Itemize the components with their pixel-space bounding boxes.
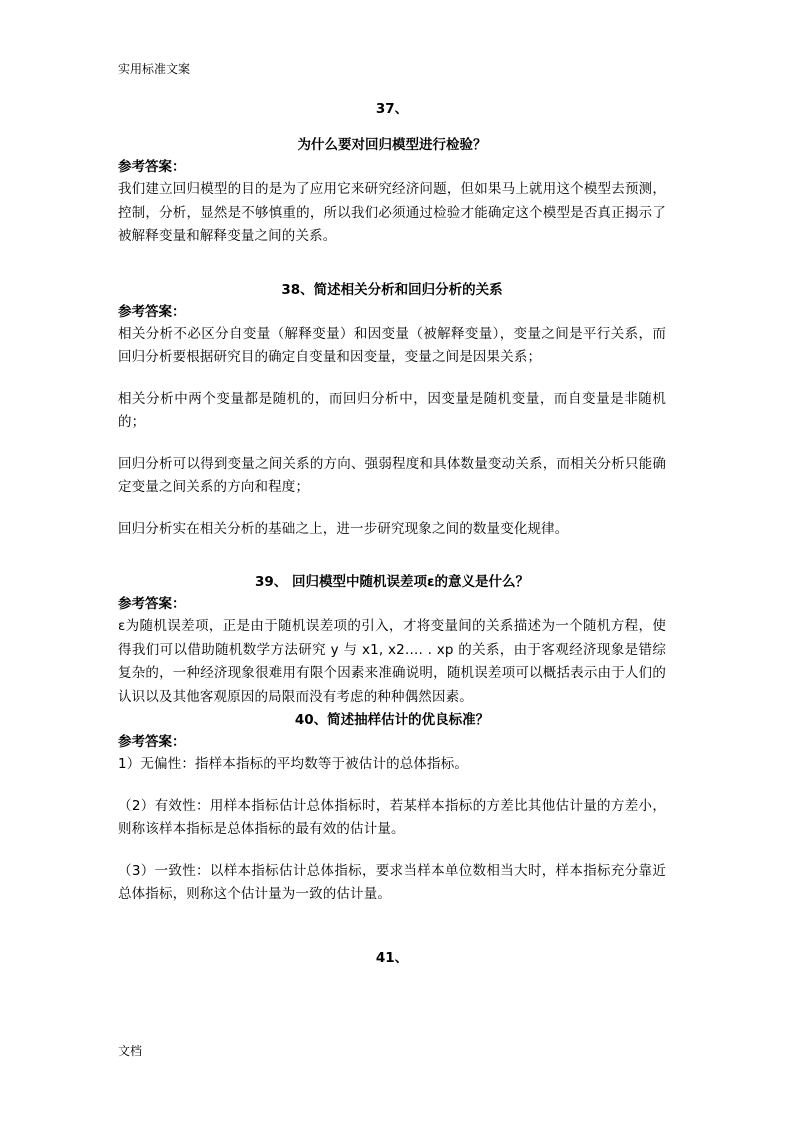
- answer-label-38: 参考答案：: [118, 303, 186, 320]
- question-37-title: 为什么要对回归模型进行检验？: [297, 137, 487, 153]
- question-39-title: 39、 回归模型中随机误差项ε的意义是什么？: [254, 574, 529, 590]
- question-37-number: 37、: [375, 101, 409, 117]
- page-footer: 文档: [118, 1044, 143, 1058]
- answer-39-paragraph: ε为随机误差项，正是由于随机误差项的引入，才将变量间的关系描述为一个随机方程，使得我们可以借助随机数学方法研究 y 与 x1, x2…. . xp 的关系，由于客观经济现象是错综复杂的，一种经济现象很难用有限个因素来准确说明，随机误差项可以概括表示由于人们的认识以及其他客观原因的局限而没有考虑的种种偶然因素。: [118, 618, 666, 705]
- answer-38-paragraph-4: 回归分析实在相关分析的基础之上，进一步研究现象之间的数量变化规律。: [118, 520, 569, 537]
- question-38-title: 38、简述相关分析和回归分析的关系: [281, 281, 503, 298]
- question-41-number: 41、: [375, 949, 409, 966]
- document-body: [118, 98, 666, 969]
- page-header: 实用标准文案: [118, 62, 191, 76]
- answer-37-paragraph: 我们建立回归模型的目的是为了应用它来研究经济问题，但如果马上就用这个模型去预测，控制，分析，显然是不够慎重的，所以我们必须通过检验才能确定这个模型是否真正揭示了被解释变量和解释变量之间的关系。: [118, 181, 666, 244]
- answer-38-paragraph-3: 回归分析可以得到变量之间关系的方向、强弱程度和具体数量变动关系，而相关分析只能确定变量之间关系的方向和程度；: [118, 455, 666, 495]
- answer-label-39: 参考答案：: [118, 596, 186, 612]
- answer-40-paragraph-1: 1）无偏性：指样本指标的平均数等于被估计的总体指标。: [118, 756, 468, 772]
- answer-40-paragraph-3: （3）一致性：以样本指标估计总体指标，要求当样本单位数相当大时，样本指标充分靠近总体指标，则称这个估计量为一致的估计量。: [118, 862, 666, 902]
- answer-label-37: 参考答案：: [118, 159, 186, 175]
- answer-label-40: 参考答案：: [118, 734, 186, 750]
- question-40-title: 40、简述抽样估计的优良标准？: [294, 712, 490, 728]
- answer-38-paragraph-1: 相关分析不必区分自变量（解释变量）和因变量（被解释变量），变量之间是平行关系，而回归分析要根据研究目的确定自变量和因变量，变量之间是因果关系；: [118, 325, 666, 365]
- answer-40-paragraph-2: （2）有效性：用样本指标估计总体指标时，若某样本指标的方差比其他估计量的方差小，则称该样本指标是总体指标的最有效的估计量。: [118, 797, 666, 837]
- answer-38-paragraph-2: 相关分析中两个变量都是随机的，而回归分析中，因变量是随机变量，而自变量是非随机的；: [118, 390, 666, 430]
